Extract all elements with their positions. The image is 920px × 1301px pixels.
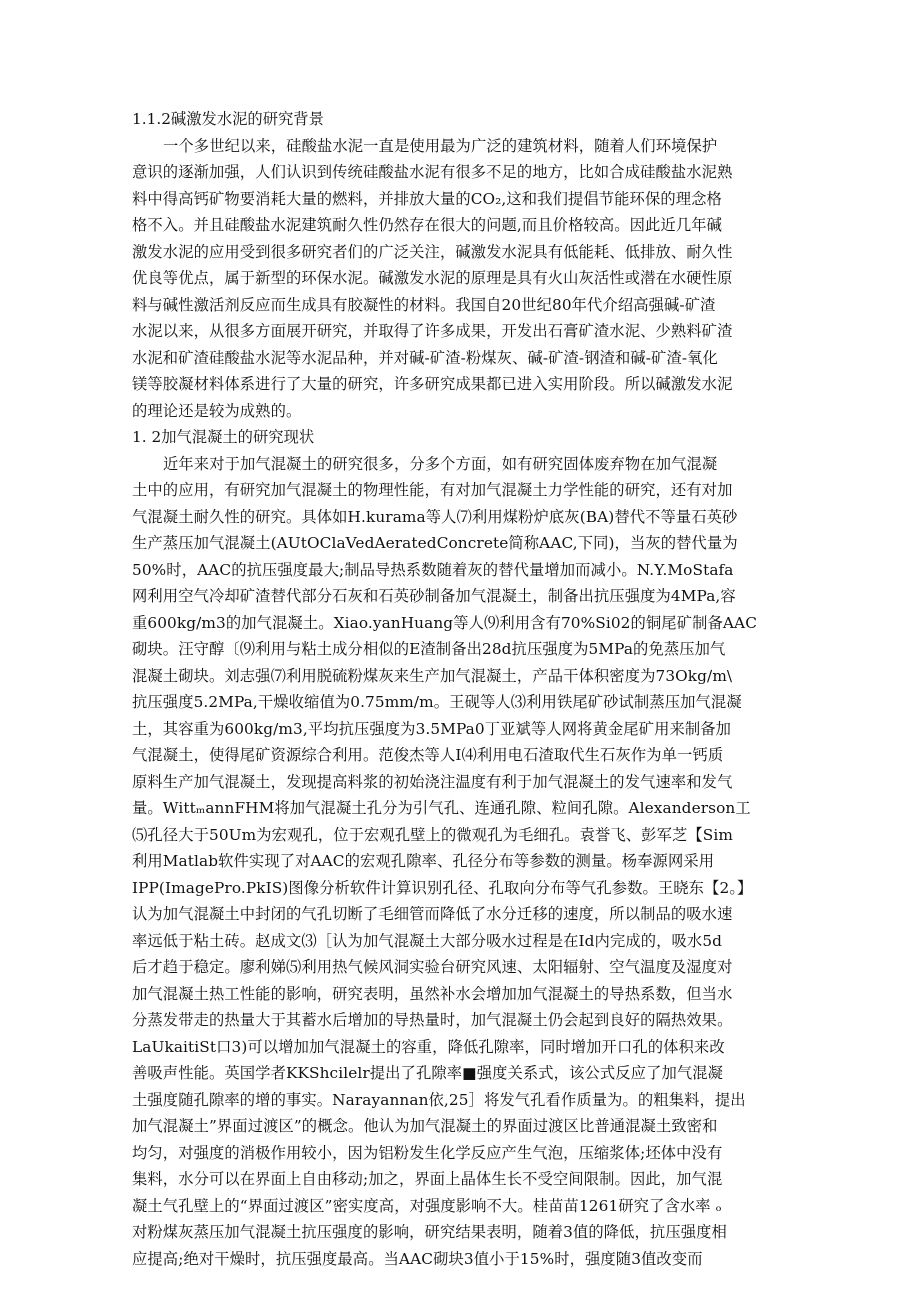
text-line: 利用Matlab软件实现了对AAC的宏观孔隙率、孔径分布等参数的测量。杨奉源网采用 (132, 852, 715, 870)
text-line: 应提高;绝对干燥时，抗压强度最高。当AAC砌块3值小于15%时，强度随3值改变而 (132, 1249, 703, 1268)
text-line: 对粉煤灰蒸压加气混凝土抗压强度的影响，研究结果表明，随着3值的降低，抗压强度相 (132, 1223, 727, 1241)
section-background (132, 106, 788, 424)
text-line: 混凝土砌块。刘志强⑺利用脱硫粉煤灰来生产加气混凝土，产品干体积密度为73Okg∕m\ (132, 666, 733, 685)
text-line: IPP(ImagePro.PkIS)图像分析软件计算识别孔径、孔取向分布等气孔参数。王晓东【2。】 (132, 878, 753, 897)
text-line: 原料生产加气混凝土，发现提高料浆的初始浇注温度有利于加气混凝土的发气速率和发气 (132, 772, 733, 791)
section-body (132, 133, 788, 425)
text-line: 善吸声性能。英国学者KKShcilelr提出了孔隙率■强度关系式，该公式反应了加气混凝 (132, 1064, 724, 1082)
text-line: 激发水泥的应用受到很多研究者们的广泛关注，碱激发水泥具有低能耗、低排放、耐久性 (132, 242, 733, 261)
text-line: 率远低于粘土砖。赵成文⑶［认为加气混凝土大部分吸水过程是在Id内完成的，吸水5d (132, 931, 723, 950)
text-line: 加气混凝土”界面过渡区”的概念。他认为加气混凝土的界面过渡区比普通混凝土致密和 (132, 1117, 718, 1135)
text-line: 抗压强度5.2MPa,干燥收缩值为0.75mm/m。王砚等人⑶利用铁尾矿砂试制蒸压加气混凝 (132, 693, 742, 711)
text-line: 生产蒸压加气混凝土(AUtOClaVedAeratedConcrete简称AAC,下同)，当灰的替代量为 (132, 534, 738, 552)
text-line: 集料，水分可以在界面上自由移动;加之，界面上晶体生长不受空间限制。因此，加气混 (132, 1170, 723, 1188)
text-line: 重600kg∕m3的加气混凝土。Xiao.yanHuang等人⑼利用含有70%Si02的铜尾矿制备AAC (132, 613, 757, 632)
text-line: 凝土气孔壁上的“界面过渡区”密实度高，对强度影响不大。桂苗苗1261研究了含水率 ₒ (132, 1196, 722, 1215)
text-line: 加气混凝土热工性能的影响，研究表明，虽然补水会增加加气混凝土的导热系数，但当水 (132, 984, 733, 1003)
text-line: ⑸孔径大于50Um为宏观孔，位于宏观孔壁上的微观孔为毛细孔。袁誉飞、彭军芝【Sim (132, 825, 733, 844)
text-line: 水泥以来，从很多方面展开研究，并取得了许多成果，开发出石膏矿渣水泥、少熟料矿渣 (132, 322, 733, 340)
text-line: 砌块。汪守醇〔⑼利用与粘土成分相似的E渣制备出28d抗压强度为5MPa的免蒸压加气 (132, 640, 726, 658)
text-line: 优良等优点，属于新型的环保水泥。碱激发水泥的原理是具有火山灰活性或潜在水硬性原 (132, 269, 733, 287)
text-line: 网利用空气冷却矿渣替代部分石灰和石英砂制备加气混凝土，制备出抗压强度为4MPa,容 (132, 587, 736, 605)
text-line: 近年来对于加气混凝土的研究很多，分多个方面，如有研究固体废弃物在加气混凝 (163, 454, 718, 473)
text-line: 认为加气混凝土中封闭的气孔切断了毛细管而降低了水分迁移的速度，所以制品的吸水速 (132, 905, 733, 923)
text-line: 格不入。并且硅酸盐水泥建筑耐久性仍然存在很大的问题,而且价格较高。因此近几年碱 (132, 216, 723, 234)
text-line: 料中得高钙矿物要消耗大量的燃料，并排放大量的CO₂,这和我们提倡节能环保的理念格 (132, 189, 722, 208)
text-line: 镁等胶凝材料体系进行了大量的研究，许多研究成果都已进入实用阶段。所以碱激发水泥 (132, 375, 733, 393)
text-line: 后才趋于稳定。廖利娣⑸利用热气候风洞实验台研究风速、太阳辐射、空气温度及湿度对 (132, 958, 733, 976)
text-line: 意识的逐渐加强，人们认识到传统硅酸盐水泥有很多不足的地方，比如合成硅酸盐水泥熟 (132, 163, 733, 181)
text-line: 水泥和矿渣硅酸盐水泥等水泥品种，并对碱-矿渣-粉煤灰、碱-矿渣-钢渣和碱-矿渣-氧化 (132, 348, 718, 367)
section-heading: 1.1.2碱激发水泥的研究背景 (132, 110, 324, 128)
text-line: 均匀，对强度的消极作用较小，因为铝粉发生化学反应产生气泡，压缩浆体;坯体中没有 (132, 1143, 723, 1162)
text-line: 的理论还是较为成熟的。 (132, 401, 302, 420)
text-line: 气混凝土耐久性的研究。具体如H.kurama等人⑺利用煤粉炉底灰(BA)替代不等量石英砂 (132, 507, 738, 526)
text-line: 土强度随孔隙率的增的事实。Narayannan依,25］将发气孔看作质量为。的粗集料，提出 (132, 1090, 746, 1109)
text-line: LaUkaitiSt口3)可以增加加气混凝土的容重，降低孔隙率，同时增加开口孔的体积来改 (132, 1037, 725, 1056)
text-line: 量。WittₘannFHM将加气混凝土孔分为引气孔、连通孔隙、粒间孔隙。Alexanderson工 (132, 799, 751, 817)
text-line: 一个多世纪以来，硅酸盐水泥一直是使用最为广泛的建筑材料，随着人们环境保护 (163, 136, 718, 155)
section-heading: 1. 2加气混凝土的研究现状 (132, 428, 315, 446)
text-line: 50%时，AAC的抗压强度最大;制品导热系数随着灰的替代量增加而减小。N.Y.MoStafa (132, 560, 734, 579)
text-line: 土，其容重为600kg/m3,平均抗压强度为3.5MPa0丁亚斌等人网将黄金尾矿用来制备加 (132, 719, 732, 738)
section-body (132, 451, 788, 1273)
text-line: 土中的应用，有研究加气混凝土的物理性能，有对加气混凝土力学性能的研究，还有对加 (132, 481, 733, 499)
section-research-status (132, 424, 788, 1272)
text-line: 料与碱性激活剂反应而生成具有胶凝性的材料。我国自20世纪80年代介绍高强碱-矿渣 (132, 295, 716, 314)
text-line: 分蒸发带走的热量大于其蓄水后增加的导热量时，加气混凝土仍会起到良好的隔热效果。 (132, 1011, 733, 1029)
text-line: 气混凝土，使得尾矿资源综合利用。范俊杰等人I⑷利用电石渣取代生石灰作为单一钙质 (132, 746, 724, 764)
